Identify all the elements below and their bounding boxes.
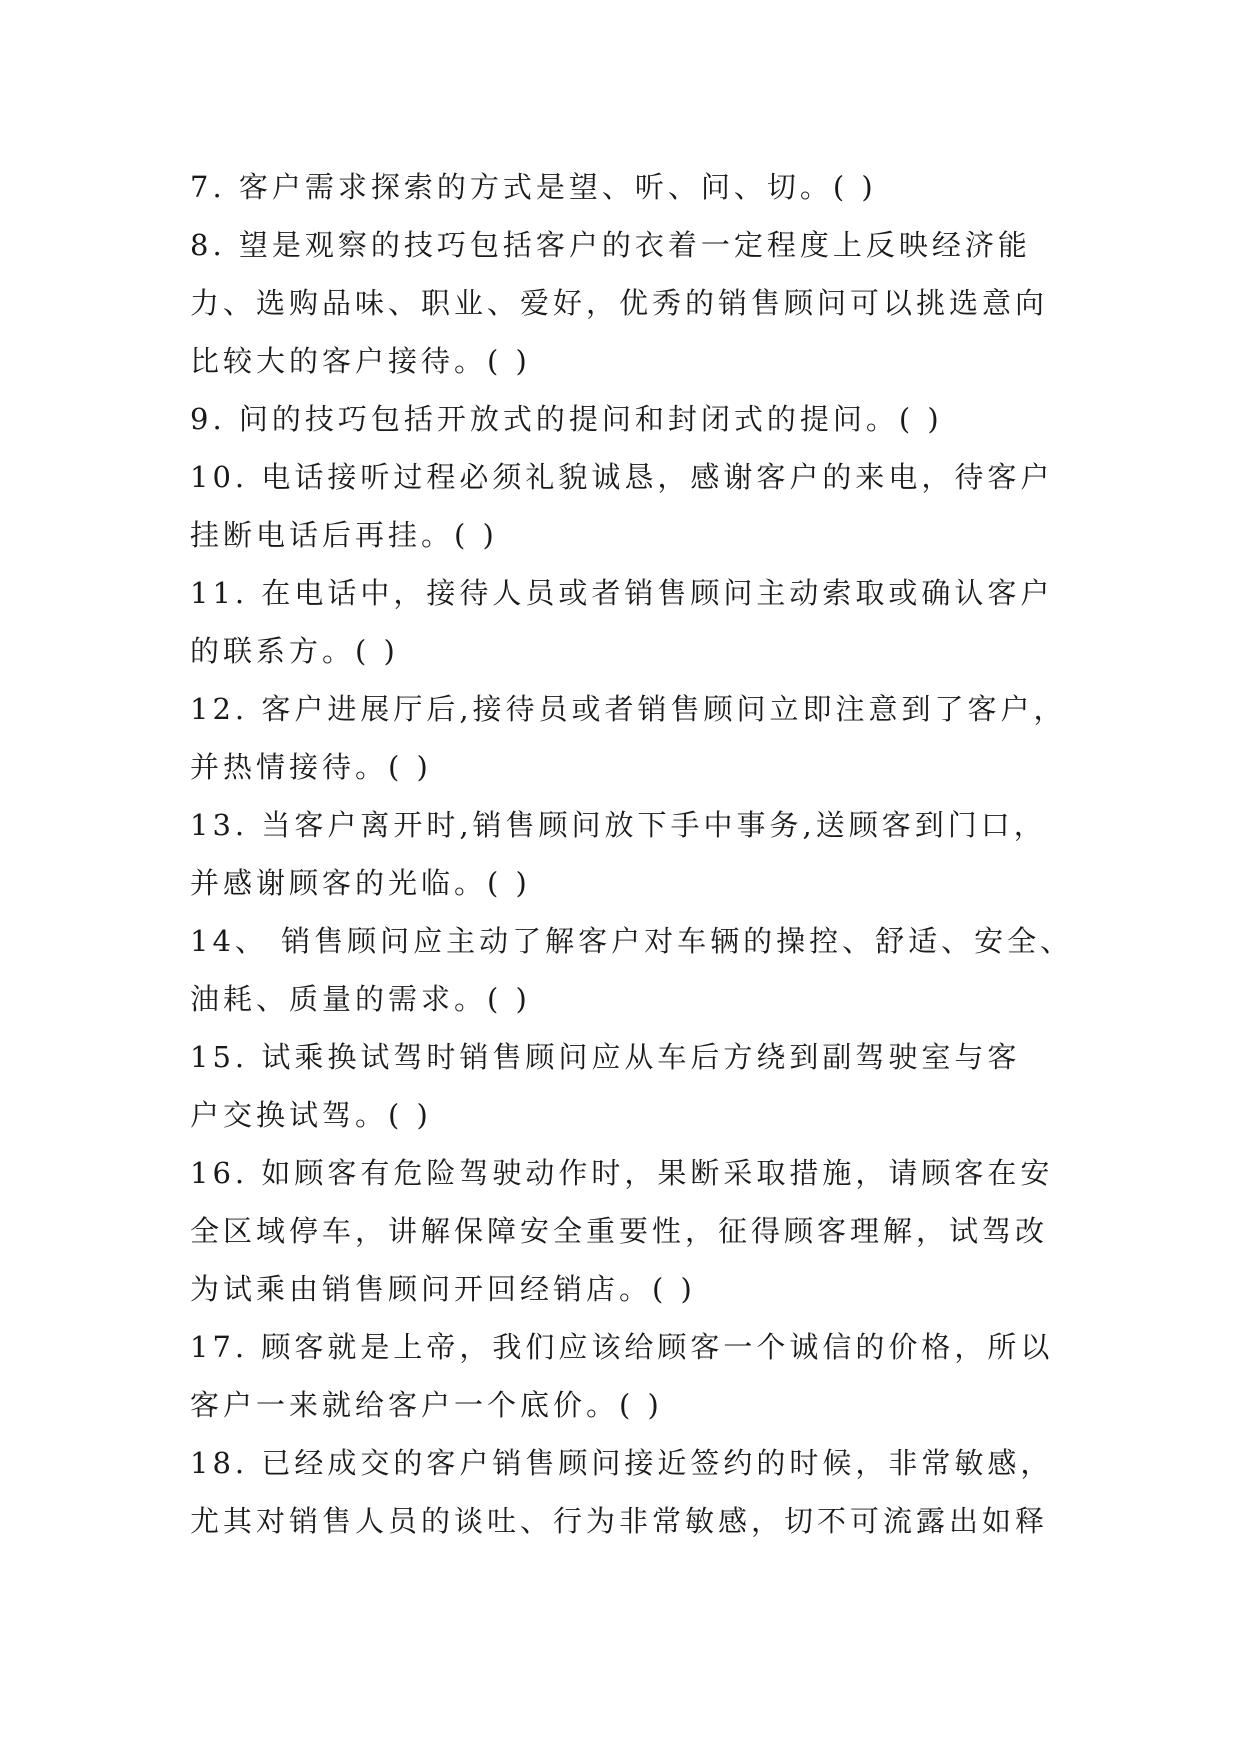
text-line: 户交换试驾。( ): [190, 1098, 432, 1132]
text-line: 17. 顾客就是上帝，我们应该给顾客一个诚信的价格，所以: [190, 1330, 1054, 1364]
text-line: 16. 如顾客有危险驾驶动作时，果断采取措施，请顾客在安: [190, 1156, 1054, 1190]
text-line: 尤其对销售人员的谈吐、行为非常敏感，切不可流露出如释: [190, 1504, 1049, 1538]
text-line: 9. 问的技巧包括开放式的提问和封闭式的提问。( ): [190, 402, 943, 436]
text-line: 14、 销售顾问应主动了解客户对车辆的操控、舒适、安全、: [190, 924, 1074, 958]
text-line: 13. 当客户离开时,销售顾问放下手中事务,送顾客到门口，: [190, 808, 1047, 842]
text-line: 并感谢顾客的光临。( ): [190, 866, 531, 900]
text-line: 并热情接待。( ): [190, 750, 432, 784]
text-line: 力、选购品味、职业、爱好，优秀的销售顾问可以挑选意向: [190, 286, 1049, 320]
text-line: 12. 客户进展厅后,接待员或者销售顾问立即注意到了客户，: [190, 692, 1067, 726]
text-line: 为试乘由销售顾问开回经销店。( ): [190, 1272, 696, 1306]
text-line: 全区域停车，讲解保障安全重要性，征得顾客理解，试驾改: [190, 1214, 1049, 1248]
text-line: 11. 在电话中，接待人员或者销售顾问主动索取或确认客户: [190, 576, 1054, 610]
text-line: 比较大的客户接待。( ): [190, 344, 531, 378]
text-line: 客户一来就给客户一个底价。( ): [190, 1388, 663, 1422]
text-line: 8. 望是观察的技巧包括客户的衣着一定程度上反映经济能: [190, 228, 1031, 262]
text-line: 挂断电话后再挂。( ): [190, 518, 498, 552]
text-line: 10. 电话接听过程必须礼貌诚恳，感谢客户的来电，待客户: [190, 460, 1054, 494]
text-line: 的联系方。( ): [190, 634, 399, 668]
question-list: [190, 158, 1090, 1550]
text-line: 15. 试乘换试驾时销售顾问应从车后方绕到副驾驶室与客: [190, 1040, 1021, 1074]
text-line: 18. 已经成交的客户销售顾问接近签约的时候，非常敏感，: [190, 1446, 1054, 1480]
text-line: 油耗、质量的需求。( ): [190, 982, 531, 1016]
text-line: 7. 客户需求探索的方式是望、听、问、切。( ): [190, 170, 877, 204]
